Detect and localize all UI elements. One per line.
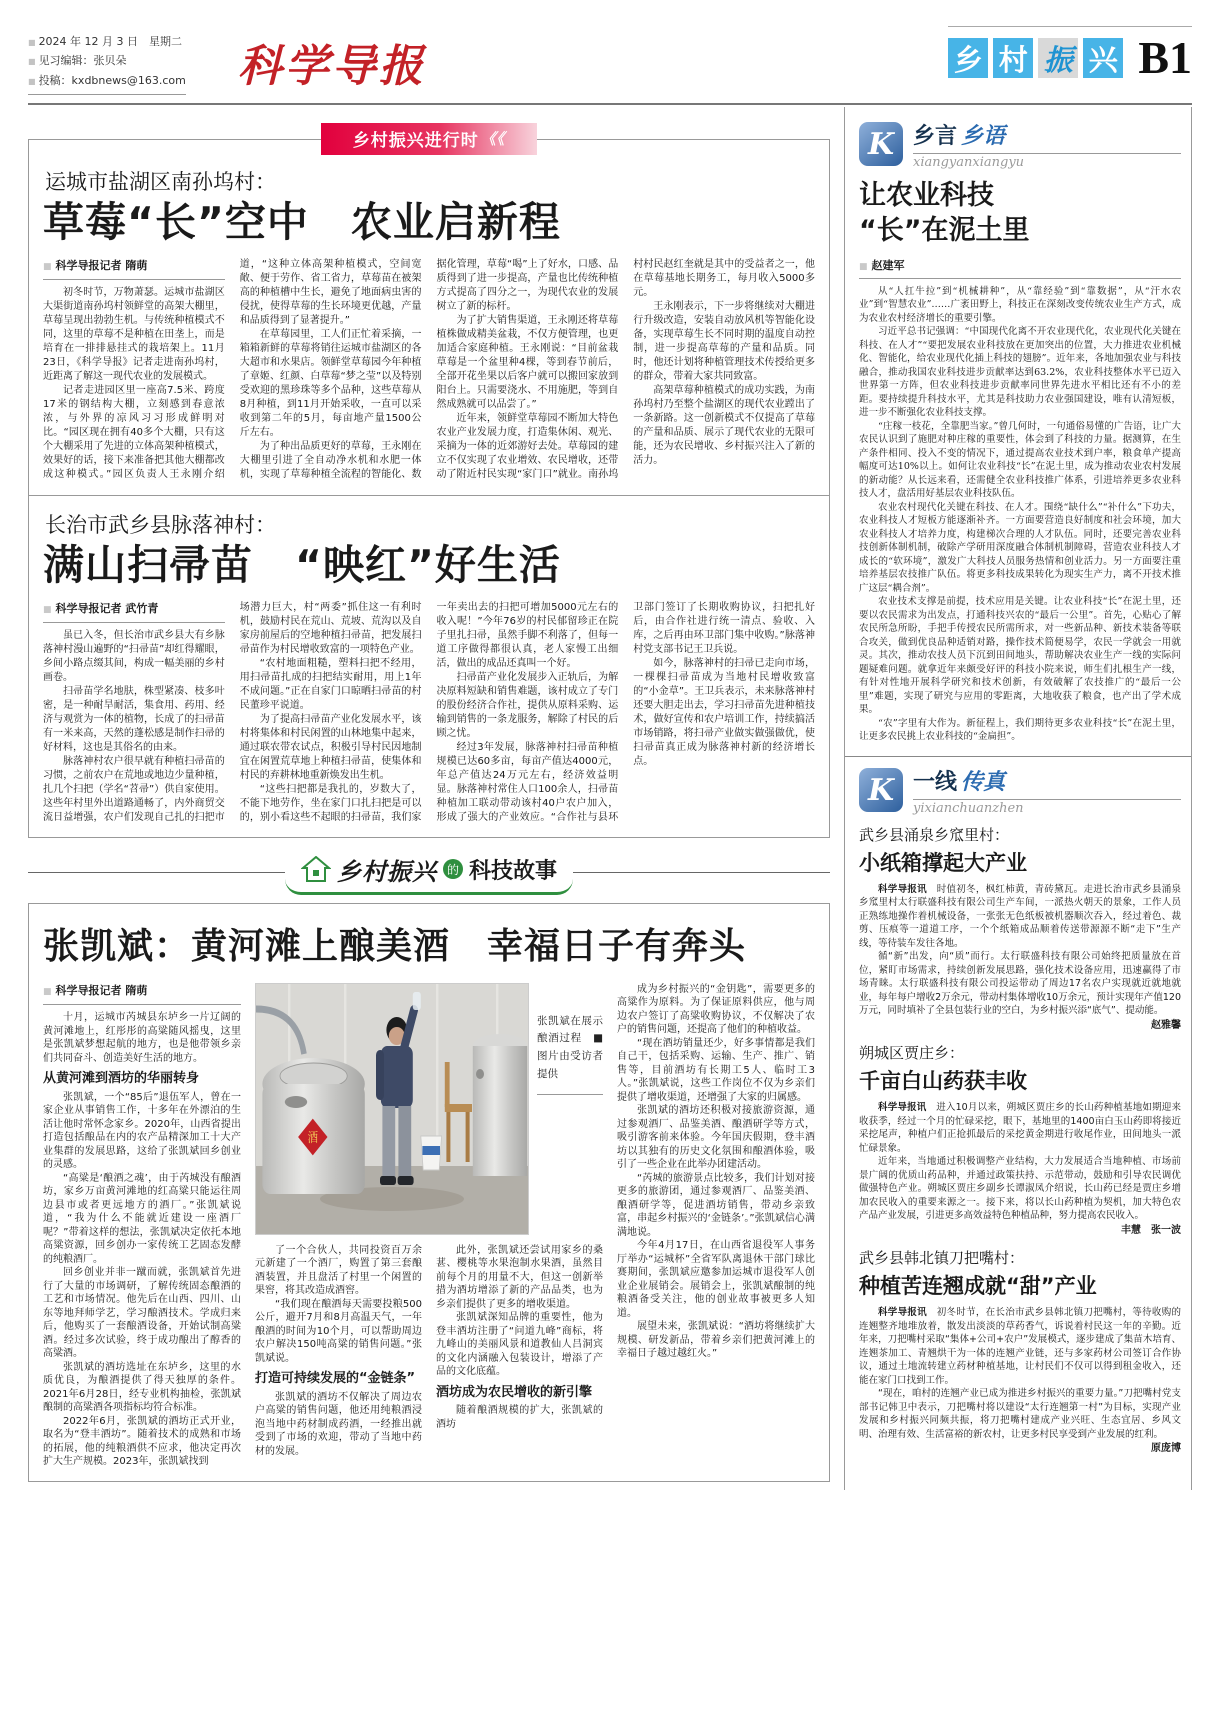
paragraph: 高架草莓种植模式的成功实践，为南孙坞村乃至整个盐湖区的现代农业蹚出了一条新路。这一创新模式不仅提高了草莓的产量和品质、展示了现代农业的无限可能，还为农民增收、乡村振兴注入了新的活力。 — [633, 384, 815, 466]
subheading: 酒坊成为农民增收的新引擎 — [436, 1384, 593, 1400]
svg-text:酒: 酒 — [307, 1129, 319, 1145]
paragraph: 经过3年发展，脉落神村扫帚苗种植规模已达60多亩，每亩产值达4000元，年总产值达24万元左右，经济效益明显。脉落神村常住人口100余人，扫帚苗种植加工联动带动该村40户农户加入，形成了强大的产业效应。“合作社与县环卫部门签订了长期收购协议，扫把扎好后，由合作社进行统一清点、验收、入库，之后再由环卫部门集中收购。”脉落神村党支部书记王卫兵说。 — [436, 601, 815, 823]
paragraph: 十月，运城市芮城县东垆乡一片辽阔的黄河滩地上，红彤彤的高粱随风摇曳，这里是张凯斌梦想起航的地方，也是他带领乡亲们共同奋斗、创造美好生活的地方。 — [43, 1012, 241, 1064]
paragraph: 2022年6月，张凯斌的酒坊正式开业，取名为“登丰酒坊”。随着技术的成熟和市场的拓展，他的纯粮酒供不应求，他决定再次扩大生产规模。2023年，张凯斌找到 — [43, 1415, 241, 1468]
article-body — [43, 258, 815, 482]
top-articles-box — [28, 139, 830, 838]
banner-text-rest: 科技故事 — [469, 858, 558, 884]
liquor-workshop-photo — [255, 983, 529, 1235]
paragraph: 近年来，领鲜堂草莓园不断加大特色农业产业发展力度，打造集休闲、观光、采摘为一体的近郊游好去处。草莓园的建立不仅实现了农业增效、农民增收，还带动了附近村民实现“家门口”就业。南孙坞村村民赵红奎就是其中的受益者之一，他在草莓基地长期务工，每月收入5000多元。 — [436, 258, 815, 480]
news-item-forsythia — [859, 1247, 1181, 1456]
main-column — [28, 107, 830, 1490]
page-number: B1 — [1138, 32, 1192, 83]
paragraph: 习近平总书记强调：“中国现代化离不开农业现代化，农业现代化关键在科技、在人才”“要把发展农业科技放在更加突出的位置，大力推进农业机械化、智能化，给农业现代化插上科技的翅膀”。近年来，各地加强农业与科技融合，推动我国农业科技进步贡献率达到63.2%，农业科技整体水平已迈入世界第一方阵，但农业科技进步贡献率同世界先进水平相比还有不小的差距。要持续提升科技水平，尤其是科技助力农业强国建设，唯有认清短板，进一步不断强化农业科技支撑。 — [859, 326, 1181, 419]
paragraph: 科学导报讯 初冬时节，在长治市武乡县韩北镇刀把嘴村，等待收购的连翘整齐地堆放着，散发出淡淡的草药香气，诉说着村民这一年的辛勤。近年来，刀把嘴村采取“集体+公司+农户”发展模式，逐步建成了集苗木培育、连翘茶加工、青翘烘干为一体的连翘产业链，还与多家药材公司签订合作协议，通过土地流转建立药材种植基地，让村民们不仅可以得到租金收入，还能在家门口找到工作。 — [859, 1307, 1181, 1386]
paragraph: 如今，脉落神村的扫帚已走向市场，一棵棵扫帚苗成为当地村民增收致富的“小金草”。王卫兵表示，未来脉落神村还要大胆走出去，学习扫帚苗先进种植技术，做好宣传和农户培训工作，持续搞活市场销路，将扫帚产业做实做强做优，使扫帚苗真正成为脉落神村新的经济增长点。 — [633, 657, 815, 767]
article-strawberry — [43, 166, 815, 482]
article-column-4 — [617, 983, 815, 1469]
subheading: 打造可持续发展的“金链条” — [255, 1371, 416, 1387]
paragraph: “农村地面粗糙，塑料扫把不经用，用扫帚苗扎成的扫把结实耐用，用上1年不成问题。”正在自家门口晾晒扫帚苗的村民董珍平说道。 — [239, 657, 422, 711]
news-kicker: 朔城区贾庄乡： — [859, 1044, 965, 1063]
column-title: 乡言 乡语 — [913, 119, 1181, 154]
article-broom-seedling — [43, 509, 815, 825]
paragraph: 张凯斌深知品牌的重要性，他为登丰酒坊注册了“问道九峰”商标，将九峰山的美丽风景和道教仙人吕洞宾的文化内涵融入包装设计，增添了产品的文化底蕴。 — [436, 1312, 603, 1378]
banner-de-circle: 的 — [443, 859, 463, 879]
article-middle-block — [255, 983, 603, 1469]
news-item-yam — [859, 1042, 1181, 1237]
news-body — [859, 883, 1181, 1033]
byline: ■ 科学导报记者 武竹青 — [43, 601, 225, 623]
paragraph: 张凯斌的酒坊选址在东垆乡，这里的水质优良，为酿酒提供了得天独厚的条件。2021年6月28日，经专业机构抽检，张凯斌酿制的高粱酒各项指标均符合标准。 — [43, 1361, 241, 1414]
article-headline: 张凯斌：黄河滩上酿美酒 幸福日子有奔头 — [43, 925, 747, 967]
section-char-4: 兴 — [1083, 38, 1123, 78]
paragraph: 在草莓园里，工人们正忙着采摘，一箱箱新鲜的草莓将销往运城市盐湖区的各大超市和水果店。领鲜堂草莓园今年种植了章姬、红颜、白草莓“梦之莹”以及特别受欢迎的黑珍珠等多个品种，这些草莓从8月种植，到11月开始采收，一直可以采收到第二年的5月，每亩地产量1500公斤左右。 — [239, 328, 422, 438]
sidebar — [844, 107, 1192, 1490]
masthead-title: 科学导报 — [237, 41, 426, 92]
paragraph: “现在，咱村的连翘产业已成为推进乡村振兴的重要力量。”刀把嘴村党支部书记韩卫中表示，刀把嘴村将以建设“太行连翘第一村”为目标，实现产业发展和乡村振兴同频共振，将刀把嘴村建成产业兴旺、生态宜居、乡风文明、治理有效、生活富裕的新农村，让更多村民享受到产业发展的红利。 — [859, 1388, 1181, 1440]
date-line: ■ 2024 年 12 月 3 日 星期二 — [28, 35, 183, 48]
sidebar-divider — [845, 756, 1191, 757]
k-logo-icon: K — [859, 768, 903, 812]
paragraph: 近年来，当地通过积极调整产业结构，大力发展适合当地种植、市场前景广阔的优质山药品种，并通过政策扶持、示范带动，鼓励和引导农民调优做强特色产业。朔城区贾庄乡副乡长谭淑凤介绍说，长山药已经是贾庄乡增加农民收入的重要来源之一。接下来，将以长山药种植为契机，加大特色农产品产业发展，引进更多高效益特色种植品种，努力提高农民收入。 — [859, 1156, 1181, 1222]
house-icon — [301, 856, 331, 882]
news-lead: 科学导报讯 — [878, 1307, 927, 1319]
page-header — [28, 26, 1192, 105]
paragraph: 王永刚表示，下一步将继续对大棚进行升级改造，安装自动放风机等智能化设备，实现草莓生长不同时期的温度自动控制，进一步提高草莓的产量和品质。同时，他还计划将种植管理技术传授给更多的群众，带着大家共同致富。 — [633, 300, 815, 382]
paragraph: 扫帚苗学名地肤，株型紧凑、枝多叶密，是一种耐旱耐活，集食用、药用、经济与观赏为一体的植物，长成了的扫帚苗有一米来高，天然的蓬松感是制作扫帚的好材料，这也是其俗名的由来。 — [43, 685, 225, 753]
banner-rule-right — [573, 872, 830, 873]
paragraph: 从“人扛牛拉”到“机械耕种”，从“靠经验”到“靠数据”，从“汗水农业”到“智慧农业”……广袤田野上，科技正在深刻改变传统农业生产方式，成为农业农村经济增长的重要引擎。 — [859, 285, 1181, 324]
byline-square-icon: ■ — [859, 261, 868, 272]
paragraph: 科学导报讯 进入10月以来，朔城区贾庄乡的长山药种植基地如期迎来收获季，经过一个月的忙碌采挖，眼下，基地里的1400亩白玉山药即将接近采挖尾声，种植户们正抢抓最后的采挖黄金期进行收尾作业，田间地头一派忙碌景象。 — [859, 1102, 1181, 1154]
news-headline: 千亩白山药获丰收 — [859, 1069, 1027, 1094]
column-head-yixian — [859, 765, 1181, 816]
section-char-2: 村 — [993, 38, 1033, 78]
paragraph: 成为乡村振兴的“金钥匙”，需要更多的高粱作为原料。为了保证原料供应，他与周边农户签订了高粱收购协议，不仅解决了农户的销售问题，还提高了他们的种植收益。 — [617, 983, 815, 1036]
news-kicker: 武乡县涌泉乡窊里村： — [859, 825, 1010, 844]
byline-square-icon: ■ — [43, 604, 52, 615]
paragraph: “高粱是‘酿酒之魂’，由于芮城没有酿酒坊，家乡万亩黄河滩地的红高粱只能运往周边县市或者更远地方的酒厂。”张凯斌说道，“我为什么不能就近建设一座酒厂呢？”带着这样的想法，张凯斌决定依托本地高粱资源，回乡创办一家传统工艺固态发酵的纯粮酒厂。 — [43, 1172, 241, 1265]
news-author: 赵雅馨 — [1151, 1019, 1181, 1031]
news-body — [859, 1101, 1181, 1237]
column-pinyin: yixianchuanzhen — [913, 800, 1024, 816]
chevron-marks-icon: 《《 — [480, 130, 506, 149]
byline: ■ 科学导报记者 隋萌 — [43, 258, 225, 280]
paragraph: 记者走进园区里一座高7.5米、跨度17米的钢结构大棚，立刻感到春意浓浓，与外界的凉风习习形成鲜明对比。“园区现在拥有40多个大棚，只有这个大棚采用了先进的立体高架种植模式，效果好的话，接下来准备把其他大棚都改成这种模式。”园区负责人王永刚介绍道，“这种立体高架种植模式，空间宽敞、便于劳作、省工省力，草莓苗在被架高的种植槽中生长，避免了地面病虫害的侵扰，使得草莓的生长环境更优越，产量和品质得到了显著提升。” — [43, 258, 422, 480]
paragraph: 扫帚苗产业化发展步入正轨后，为解决原料短缺和销售难题，该村成立了专门的股份经济合作社，提供从原料采购、运输到销售的一条龙服务，解除了村民的后顾之忧。 — [436, 671, 619, 739]
news-lead: 科学导报讯 — [878, 883, 927, 895]
science-story-banner — [28, 850, 830, 895]
paragraph: “现在酒坊销量还少，好多事情都是我们自己干，包括采购、运输、生产、推广、销售等，目前酒坊有长期工5人、临时工3人。”张凯斌说，这些工作岗位不仅为乡亲们提供了增收渠道，还增强了大家的归属感。 — [617, 1037, 815, 1103]
column-head-xiangyan — [859, 119, 1181, 170]
article-kicker: 运城市盐湖区南孙坞村： — [45, 169, 276, 194]
paragraph: “这些扫把都是我扎的，岁数大了，不能下地劳作，坐在家门口扎扫把是可以的，别小看这些不起眼的扫帚苗，我们家一年卖出去的扫把可增加5000元左右的收入呢！”今年76岁的村民郁留珍正在院子里扎扫帚，虽然手脚不利落了，但每一道工序做得都很认真，老人家慢工出细活，做出的成品还真叫一个好。 — [239, 601, 619, 823]
opinion-article — [859, 178, 1181, 744]
paragraph: 为了提高扫帚苗产业化发展水平，该村将集体和村民闲置的山林地集中起来，通过联农带农试点，积极引导村民因地制宜在闲置荒草地上种植扫帚苗，使集体和村民的弃耕林地重新焕发出生机。 — [239, 713, 422, 781]
paragraph: 此外，张凯斌还尝试用家乡的桑葚、樱桃等水果泡制水果酒，虽然目前每个月的用量不大，但这一创新举措为酒坊增添了新的产品品类，也为乡亲们提供了更多的增收渠道。 — [436, 1244, 603, 1310]
k-logo-icon: K — [859, 122, 903, 166]
column-pinyin: xiangyanxiangyu — [913, 154, 1025, 170]
caption-rule — [537, 1094, 603, 1095]
rural-revitalization-banner: 乡村振兴进行时 《《 — [321, 123, 537, 155]
paragraph: 了一个合伙人，共同投资百万余元新建了一个酒厂，购置了第三套酿酒装置，并且盘活了村里一个闲置的果窖，将其改造成酒窖。 — [255, 1244, 422, 1297]
banner-text-main: 乡村振兴 — [337, 857, 437, 886]
editor-line: ■ 见习编辑：张贝朵 — [28, 54, 127, 68]
section-char-1: 乡 — [948, 38, 988, 78]
photo-caption: 张凯斌在展示酿酒过程 ■图片由受访者提供 — [537, 983, 603, 1235]
paragraph: 虽已入冬，但长治市武乡县大有乡脉落神村漫山遍野的“扫帚苗”却红得耀眼，乡间小路点缀其间，构成一幅美丽的乡村画卷。 — [43, 629, 225, 683]
paragraph: 科学导报讯 时值初冬，枫红柿黄，青砖黛瓦。走进长治市武乡县涌泉乡窊里村太行联盛科技有限公司生产车间，一派热火朝天的景象，工作人员正熟练地操作着机械设备，一张张无色纸板被机器顺次吞入，经过着色、裁剪、压痕等一道道工序，一个个纸箱成品顺着传送带源源不断“走下”生产线，等待装车发往各地。 — [859, 883, 1181, 949]
paragraph: 为了种出品质更好的草莓，王永刚在大棚里引进了全自动净水机和水肥一体机，实现了草莓种植全流程的智能化、数据化管理，草莓“喝”上了好水，口感、品质得到了进一步提高，产量也比传统种植方式提高了四分之一，为现代农业的发展树立了新的标杆。 — [239, 258, 619, 480]
news-headline: 种植苦连翘成就“甜”产业 — [859, 1274, 1097, 1299]
article-kicker: 长治市武乡县脉落神村： — [45, 512, 276, 537]
news-headline: 小纸箱撑起大产业 — [859, 850, 1027, 875]
paragraph: 张凯斌，一个“85后”退伍军人，曾在一家企业从事销售工作，十多年在外漂泊的生活让他时常怀念家乡。2020年，山西省提出打造包括酿品在内的农产品精深加工十大产业集群的发展思路，这给了张凯斌回乡创业的灵感。 — [43, 1091, 241, 1171]
bullet-square-icon: ■ — [28, 38, 36, 47]
paragraph: 回乡创业并非一蹴而就，张凯斌首先进行了大量的市场调研，了解传统固态酿酒的工艺和市场情况。他先后在山西、四川、山东等地拜师学艺，学习酿酒技术。学成归来后，他购买了一套酿酒设备，开始试制高粱酒。经过多次试验，终于成功酿出了醇香的高粱酒。 — [43, 1267, 241, 1360]
bullet-square-icon: ■ — [28, 76, 36, 86]
paragraph: 随着酿酒规模的扩大，张凯斌的酒坊 — [436, 1405, 603, 1430]
article-liquor-story — [28, 903, 830, 1482]
opinion-body — [859, 285, 1181, 744]
paragraph: 展望未来，张凯斌说：“酒坊将继续扩大规模、研发新品，带着乡亲们把黄河滩上的幸福日子越过越红火。” — [617, 1321, 815, 1360]
article-body — [43, 601, 815, 825]
article-headline: 草莓“长”空中 农业启新程 — [43, 197, 561, 246]
paragraph: “芮城的旅游景点比较多，我们计划对接更多的旅游团，通过参观酒厂、品鉴美酒、酿酒研学等，促进酒坊销售，带动乡亲致富，串起乡村振兴的‘金链条’。”张凯斌信心满满地说。 — [617, 1172, 815, 1238]
article-divider — [29, 495, 829, 496]
paragraph: 今年4月17日，在山西省退役军人事务厅举办“运城杯”全省军队离退休干部门球比赛期间，张凯斌应邀参加运城市退役军人创业企业展销会。展销会上，张凯斌酿制的纯粮酒备受关注，他的创业故事被更多人知道。 — [617, 1240, 815, 1319]
submission-email-line[interactable]: ■ 投稿：kxdbnews@163.com — [28, 73, 186, 87]
byline: ■ 赵建军 — [859, 256, 1181, 279]
section-char-3: 振 — [1038, 38, 1078, 78]
section-banner — [948, 26, 1192, 81]
news-kicker: 武乡县韩北镇刀把嘴村： — [859, 1249, 1025, 1268]
paragraph: 张凯斌的酒坊还积极对接旅游资源，通过参观酒厂、品鉴美酒、酿酒研学等方式，吸引游客前来体验。今年国庆假期，登丰酒坊以其独有的历史文化氛围和酿酒体验，吸引了一些企业在此举办团建活动。 — [617, 1105, 815, 1171]
byline-square-icon: ■ — [43, 986, 52, 997]
opinion-title: 让农业科技 “长”在泥土里 — [859, 179, 1030, 246]
paragraph: “我们现在酿酒每天需要投粮500公斤，避开7月和8月高温天气，一年酿酒的时间为10个月，可以帮助周边农户解决150吨高粱的销售问题。”张凯斌说。 — [255, 1298, 422, 1364]
article-middle-text — [255, 1244, 603, 1459]
byline: ■ 科学导报记者 隋萌 — [43, 983, 241, 1006]
paragraph: 脉落神村农户很早就有种植扫帚苗的习惯，之前农户在荒地或地边少量种植，扎几个扫把（学名“苕帚”）供自家使用。这些年村里外出道路通畅了，内外商贸交流日益增强，农户们发现自己扎的扫把市场潜力巨大，村“两委”抓住这一有利时机，鼓励村民在荒山、荒坡、荒沟以及自家房前屋后的空地种植扫帚苗，把发展扫帚苗作为村民增收致富的一项特色产业。 — [43, 601, 422, 823]
article-column-1 — [43, 983, 241, 1469]
news-body — [859, 1306, 1181, 1456]
paragraph: 农业技术支撑是前提，技术应用是关键。让农业科技“长”在泥土里，还要以农民需求为出发点，打通科技兴农的“最后一公里”。首先，心贴心了解农民所急所盼，手把手传授农民所需所求，对一些新品种、新技术装备等联合攻关，做到优良品种适销对路，操作技术简便易学，农民一学就会一用就灵。其次，推动农技人员下沉到田间地头，帮助解决农业生产一线的实际问题疑难问题。就拿近年来颇受好评的科技小院来说，师生们扎根生产一线，有针对性地开展科学研究和技术创新，有效破解了农技推广的“最后一公里”难题，实现了研究与应用的零距离，大地收获了粮食，也产出了学术成果。 — [859, 596, 1181, 716]
bullet-square-icon: ■ — [28, 57, 36, 67]
article-headline: 满山扫帚苗 “映红”好生活 — [43, 540, 561, 589]
paragraph: 循“新”出发，向“质”而行。太行联盛科技有限公司始终把质量放在首位，紧盯市场需求，持续创新发展思路，强化技术设备应用，迅速赢得了市场青睐。太行联盛科技有限公司投运带动了周边17名农户实现就近就地就业，每年每户增收2万余元，带动村集体增收10万余元，预计实现年产值120万元，同时填补了全县包装行业的空白，为乡村振兴添“底气”、提动能。 — [859, 951, 1181, 1017]
column-title: 一线 传真 — [913, 765, 1181, 800]
subheading: 从黄河滩到酒坊的华丽转身 — [43, 1071, 200, 1087]
paragraph: 为了扩大销售渠道，王永刚还将草莓植株做成精美盆栽，不仅方便管理，也更加适合家庭种植。王永刚说：“目前盆栽草莓是一个盆里种4棵，等到春节前后，全部开花坐果以后客户就可以搬回家放到阳台上。只需要浇水、不用施肥，等到自然成熟就可以品尝了。” — [436, 314, 619, 410]
news-author: 丰慧 张一波 — [1121, 1224, 1181, 1236]
news-author: 原庞博 — [1151, 1443, 1181, 1455]
paragraph: “农”字里有大作为。新征程上，我们期待更多农业科技“长”在泥土里，让更多农民挑上农业科技的“金扁担”。 — [859, 717, 1181, 743]
issue-info — [28, 32, 186, 95]
news-lead: 科学导报讯 — [878, 1102, 927, 1114]
banner-rule-left — [28, 872, 285, 873]
banner-center — [285, 850, 573, 895]
paragraph: 农业农村现代化关键在科技、在人才。围绕“缺什么”“补什么”下功夫，农业科技人才短板方能逐渐补齐。一方面要营造良好制度和社会环境，加大农业科技人才培养力度，构建梯次合理的人才队伍。同时，还要完善农业科技创新体制机制，破除产学研用深度融合体制机制障碍，营造农业科技人才成长的“软环境”，激发广大科技人员服务热情和创业活力。另一方面要注重培养基层农技推广队伍。将更多科技成果转化为现实生产力，离不开技术推广这层“耦合剂”。 — [859, 501, 1181, 594]
paragraph: 初冬时节，万物萧瑟。运城市盐湖区大渠街道南孙坞村领鲜堂的高架大棚里，草莓呈现出勃勃生机。与传统种植模式不同，这里的草莓不是种植在田垄上，而是培育在一排排悬挂式的栽培架上。11月23日，《科学导报》记者走进南孙坞村，近距离了解这一现代农业的发展模式。 — [43, 286, 225, 382]
news-item-carton — [859, 824, 1181, 1033]
paragraph: 张凯斌的酒坊不仅解决了周边农户高粱的销售问题，他还用纯粮酒浸泡当地中药材制成药酒，一经推出就受到了市场的欢迎，带动了当地中药材的发展。 — [255, 1391, 422, 1457]
paragraph: “庄稼一枝花，全靠肥当家。”曾几何时，一句通俗易懂的广告语，让广大农民认识到了施肥对种庄稼的重要性，体会到了科技的力量。据测算，在生产条件相同、投入不变的情况下，通过提高农业技术到户率，粮食单产提高幅度可达10%以上。如何让农业科技“长”在泥土里，成为推动农业农村发展的新动能？从长远来看，还需健全农业科技推广体系，引进培养更多农业科技人才，盘活用好基层农业科技队伍。 — [859, 420, 1181, 500]
byline-square-icon: ■ — [43, 261, 52, 272]
